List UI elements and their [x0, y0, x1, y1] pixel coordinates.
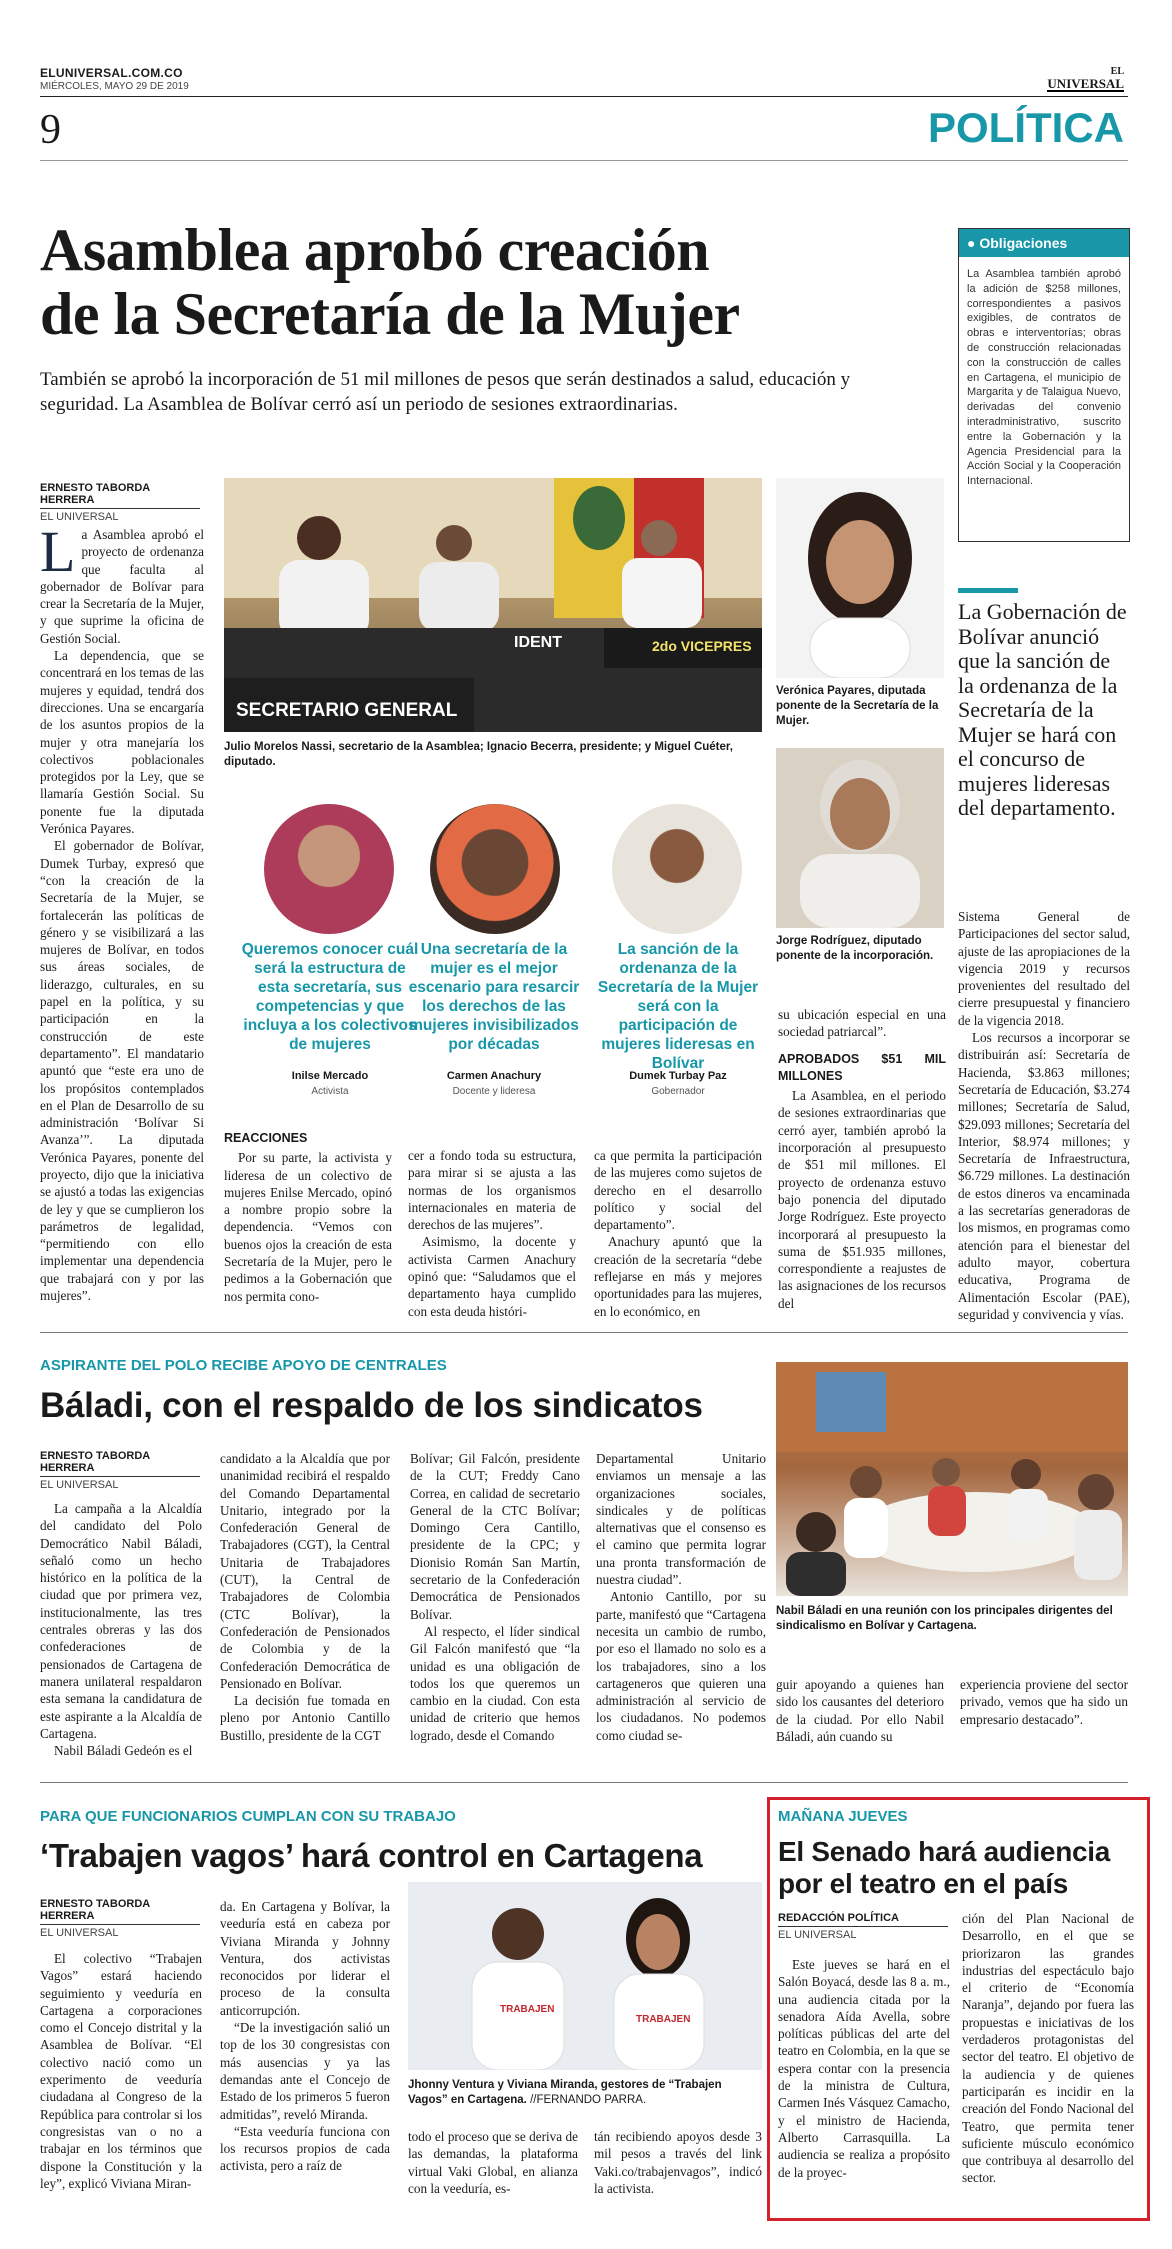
- byline-source: EL UNIVERSAL: [40, 511, 119, 523]
- paragraph: Los recursos a incorporar se distribuirán así: Secretaría de Hacienda, $3.863 millones; Secretaría de Educación, $3.274 millones; Secretaría de Salud, $29.093 millones; Secretaría del Interior, $8.974 millones; y Secretaría de Infraestructura, $6.729 millones. La destinación de estos dineros va encaminada a las secretarías generadoras de los mismos, en programas como atención para el bienestar del adulto mayor, cobertura educativa, Programa de Alimentación Escolar (PAE), seguridad y convivencia y vías.: [958, 1030, 1130, 1322]
- main-column-1: [40, 519, 204, 1304]
- quote-3-role: Gobernador: [651, 1086, 705, 1097]
- sign-secretario-general: SECRETARIO GENERAL: [236, 700, 458, 721]
- jorge-caption: Jorge Rodríguez, diputado ponente de la incorporación.: [776, 935, 934, 962]
- paragraph: Anachury apuntó que la creación de la secretaría “debe reflejarse en más y mejores oportunidades para las mujeres, en lo económico, en: [594, 1234, 762, 1319]
- section-divider: [40, 1782, 1128, 1783]
- paragraph: Nabil Báladi Gedeón es el: [54, 1743, 193, 1759]
- senado-byline: [778, 1912, 948, 1941]
- paragraph: tán recibiendo apoyos desde 3 mil pesos a través del link Vaki.co/trabajenvagos”, indicó la activista.: [594, 2129, 762, 2196]
- paragraph: Al respecto, el líder sindical Gil Falcón manifestó que “la unidad es una obligación de todos los que queremos un cambio en la ciudad. Con esta unidad de criterio que hemos logrado, desde el Comando: [410, 1623, 580, 1743]
- main-column-6: [958, 908, 1130, 1323]
- quote-1-text: Queremos conocer cuál será la estructura de esta secretaría, sus competencias y que incluya a los colectivos de mujeres: [241, 941, 419, 1053]
- paragraph: a Asamblea aprobó el proyecto de ordenanza que faculta al gobernador de Bolívar para crear la Secretaría de la Mujer, y que suprime la oficina de Gestión Social.: [40, 527, 204, 646]
- byline-source: EL UNIVERSAL: [40, 1927, 119, 1939]
- baladi-column-4: [596, 1450, 766, 1744]
- headline-line-2: de la Secretaría de la Mujer: [40, 281, 740, 347]
- byline-author: ERNESTO TABORDA HERRERA: [40, 1450, 150, 1474]
- byline-source: EL UNIVERSAL: [40, 1479, 119, 1491]
- obligaciones-box-header: [959, 229, 1129, 257]
- paragraph: candidato a la Alcaldía que por unanimidad recibirá el respaldo del Comando Departamental Unitario, integrado por la Confederación General de Trabajadores (CGT), la Central Unitaria de Trabajadores (CUT), la Central de Trabajadores de Colombia (CTC Bolívar), la Confederación de Pensionados de Colombia y de la Confederación Democrática de Pensionado en Bolívar.: [220, 1451, 390, 1691]
- paragraph: La campaña a la Alcaldía del candidato del Polo Democrático Nabil Báladi, señaló como un hecho histórico en la política de la ciudad que por primera vez, institucionalmente, las tres centrales obreras y las dos confederaciones de pensionados de Cartagena de manera unilateral respaldaron esta semana la candidatura de este aspirante a la Alcaldía de Cartagena.: [40, 1501, 202, 1741]
- caption-text: Jhonny Ventura y Viviana Miranda, gestores de “Trabajen Vagos” en Cartagena.: [408, 2079, 722, 2106]
- trabajen-photo-scene: [408, 1882, 762, 2070]
- section-divider: [40, 1332, 1128, 1333]
- main-column-5: [778, 1006, 946, 1312]
- assembly-photo-caption: Julio Morelos Nassi, secretario de la Asamblea; Ignacio Becerra, presidente; y Miguel Cuéter, diputado.: [224, 741, 733, 768]
- trabajen-column-3: [408, 2128, 578, 2197]
- trabajen-column-4: [594, 2128, 762, 2197]
- paragraph: guir apoyando a quienes han sido los causantes del deterioro de la ciudad. Por ello Nabil Báladi, aún cuando su: [776, 1677, 944, 1744]
- main-column-3: [408, 1147, 576, 1320]
- issue-date: MIÉRCOLES, MAYO 29 DE 2019: [40, 81, 189, 92]
- baladi-kicker: ASPIRANTE DEL POLO RECIBE APOYO DE CENTRALES: [40, 1357, 447, 1374]
- logo-bottom: UNIVERSAL: [1047, 76, 1124, 91]
- baladi-column-6: [960, 1676, 1128, 1728]
- paragraph: Este jueves se hará en el Salón Boyacá, desde las 8 a. m., una audiencia citada por la senadora Aída Avella, sobre políticas públicas del arte del teatro en Colombia, en la que se espera contar con la presencia de la ministra de Cultura, Carmen Inés Vásquez Camacho, y el ministro de Hacienda, Alberto Carrasquilla. La audiencia se realiza a propósito de la proyec-: [778, 1957, 950, 2180]
- quote-1-name: Inilse Mercado: [291, 1070, 369, 1082]
- byline-author: ERNESTO TABORDA HERRERA: [40, 1898, 150, 1922]
- obligaciones-title: Obligaciones: [979, 235, 1068, 251]
- paragraph: Departamental Unitario enviamos un mensaje a las organizaciones sociales, sindicales y de políticas alternativas que el consenso es el camino que permita lograr una pronta transformación de nuestra ciudad”.: [596, 1451, 766, 1588]
- main-headline: [40, 218, 920, 346]
- main-deck: También se aprobó la incorporación de 51 mil millones de pesos que serán destinados a salud, educación y seguridad. La Asamblea de Bolívar cerró así un periodo de sesiones extraordinarias.: [40, 369, 851, 415]
- svg-text:TRABAJEN: TRABAJEN: [500, 2004, 555, 2015]
- main-byline: [40, 482, 200, 523]
- trabajen-kicker: PARA QUE FUNCIONARIOS CUMPLAN CON SU TRABAJO: [40, 1808, 456, 1825]
- dropcap: L: [40, 519, 76, 584]
- quote-2-name: Carmen Anachury: [446, 1070, 542, 1082]
- paragraph: Por su parte, la activista y lideresa de un colectivo de mujeres Enilse Mercado, opinó a nombre propio sobre la dependencia. “Vemos con buenos ojos la creación de esta Secretaría de la Mujer, pero le pedimos a la Gobernación que nos permita cono-: [224, 1150, 392, 1304]
- trabajen-photo-caption: [408, 2078, 762, 2108]
- byline-source: EL UNIVERSAL: [778, 1929, 857, 1941]
- quote-3-name: Dumek Turbay Paz: [629, 1070, 727, 1082]
- senado-column-1: [778, 1956, 950, 2181]
- paragraph: Bolívar; Gil Falcón, presidente de la CUT; Freddy Cano Correa, en calidad de secretario General de la CTC Bolívar; Domingo Cera Cantillo, presidente de la CPC; y Dionisio Román San Martín, secretario de la Confederación Democrática de Pensionados Bolívar.: [410, 1451, 580, 1622]
- paragraph: experiencia proviene del sector privado, vemos que ha sido un empresario destacado”.: [960, 1677, 1128, 1727]
- inilse-mercado-photo: [264, 804, 394, 934]
- assembly-photo: [224, 478, 762, 732]
- svg-text:TRABAJEN: TRABAJEN: [636, 2014, 691, 2025]
- veronica-caption: Verónica Payares, diputada ponente de la Secretaría de la Mujer.: [776, 685, 939, 727]
- reacciones-subhead: REACCIONES: [224, 1131, 308, 1145]
- byline-author: ERNESTO TABORDA HERRERA: [40, 482, 150, 506]
- main-column-4: [594, 1147, 762, 1320]
- paragraph: La dependencia, que se concentrará en los temas de las mujeres y equidad, tendrá dos direcciones. Una se encargaría de los asuntos propios de la mujer y otra manejaría los colectivos poblacionales protegidos por la Ley, que se llamaría Gestión Social. Su ponente fue la diputada Verónica Payares.: [40, 648, 204, 837]
- main-column-2: [224, 1126, 392, 1305]
- senado-column-2: [962, 1910, 1134, 2187]
- trabajen-vagos-photo: [408, 1882, 762, 2070]
- baladi-title: Báladi, con el respaldo de los sindicatos: [40, 1386, 703, 1425]
- paragraph: Antonio Cantillo, por su parte, manifestó que “Cartagena necesita un cambio de rumbo, por eso el llamado no solo es a los trabajadores, sino a los cartageneros que quieren una administración al servicio de los ciudadanos. No podemos como ciudad se-: [596, 1589, 766, 1743]
- baladi-column-5: [776, 1676, 944, 1745]
- paragraph: ción del Plan Nacional de Desarrollo, en el que se priorizaron las grandes industrias del espectáculo bajo el criterio de “Economía Naranja”, dejando por fuera las propuestas e iniciativas de los verdaderos protagonistas del sector del teatro. El objetivo de la audiencia y de quienes participarán es incidir en la creación del Fondo Nacional del Teatro, que permita tener suficiente músculo económico que contribuya al desarrollo del sector.: [962, 1911, 1134, 2186]
- quote-2-text: Una secretaría de la mujer es el mejor escenario para resarcir los derechos de las mujeres invisibilizados por décadas: [408, 941, 580, 1053]
- section-rule: [40, 160, 1128, 161]
- jorge-rodriguez-photo: [776, 748, 944, 928]
- senado-title: El Senado hará audiencia por el teatro en el país: [778, 1836, 1111, 1899]
- paragraph: La decisión fue tomada en pleno por Antonio Cantillo Bustillo, presidente de la CGT: [220, 1693, 390, 1743]
- dumek-turbay-photo: [612, 804, 742, 934]
- paragraph: Asimismo, la docente y activista Carmen Anachury opinó que: “Saludamos que el departamento haya cumplido con esta deuda históri-: [408, 1234, 576, 1319]
- bullet-icon: ●: [967, 235, 976, 251]
- section-title: POLÍTICA: [928, 104, 1124, 151]
- newspaper-logo: [1047, 66, 1124, 92]
- paragraph: Sistema General de Participaciones del sector salud, ajuste de las apropiaciones de la vigencia 2019 y recursos provenientes del resultado del cierre presupuestal y financiero de la vigencia 2018.: [958, 909, 1130, 1028]
- paragraph: “Esta veeduría funciona con los recursos propios de cada activista, pero a raíz de: [220, 2123, 390, 2174]
- header-rule: [40, 96, 1128, 97]
- senado-kicker: MAÑANA JUEVES: [778, 1808, 908, 1825]
- baladi-column-3: [410, 1450, 580, 1744]
- paragraph: “De la investigación salió un top de los 30 congresistas con más ausencias y ya las demandas ante el Concejo de Estado de los primeros 5 fueron admitidas”, reveló Miranda.: [220, 2020, 390, 2122]
- site-name: ELUNIVERSAL.COM.CO: [40, 66, 183, 80]
- obligaciones-box: [958, 228, 1130, 542]
- trabajen-column-2: [220, 1898, 390, 2175]
- paragraph: ca que permita la participación de las mujeres como sujetos de derecho en el desarrollo político y social del departamento”.: [594, 1148, 762, 1233]
- headline-line-1: Asamblea aprobó creación: [40, 217, 710, 283]
- paragraph: da. En Cartagena y Bolívar, la veeduría está en cabeza por Viviana Miranda y Johnny Ventura, dos activistas reconocidos por liderar el proceso de la consulta anticorrupción.: [220, 1899, 390, 2018]
- pull-quote-bar: [958, 588, 1018, 593]
- veronica-photo-scene: [776, 478, 944, 678]
- trabajen-title: ‘Trabajen vagos’ hará control en Cartagena: [40, 1837, 703, 1874]
- quote-3-text: La sanción de la ordenanza de la Secretaría de la Mujer será con la participación de mujeres lideresas en Bolívar: [597, 941, 759, 1072]
- trabajen-byline: [40, 1898, 200, 1939]
- paragraph: El gobernador de Bolívar, Dumek Turbay, expresó que “con la creación de la Secretaría de la Mujer, se fortalecerán las políticas de género y se visibilizará a las mujeres de Bolívar, en todos sus áreas sociales, de liderazgo, culturales, en su papel en la política, y su participación en la construcción de este departamento”. El mandatario apuntó que “este era uno de los propósitos contemplados en el Plan de Desarrollo de su administración ‘Bolívar Si Avanza’”. La diputada Verónica Payares, ponente del proyecto, dijo que la iniciativa se ajustó a todas las exigencias de ley y que se cumplieron los parámetros de legalidad, “permitiendo con ello implementar una dependencia que trabajará con y por las mujeres”.: [40, 838, 204, 1304]
- obligaciones-text: La Asamblea también aprobó la adición de $258 millones, correspondientes a pasivos exigibles, de contratos de obras e interventorías; obras de construcción relacionadas con la construcción de calles en Cartagena, el municipio de Margarita y de Talaigua Nuevo, derivadas del convenio interadministrativo, suscrito entre la Gobernación y la Agencia Presidencial para la Acción Social y la Cooperación Internacional.: [967, 268, 1121, 488]
- baladi-photo-caption: Nabil Báladi en una reunión con los principales dirigentes del sindicalismo en Bolívar y Cartagena.: [776, 1605, 1113, 1632]
- pull-quote: La Gobernación de Bolívar anunció que la sanción de la ordenanza de la Secretaría de la Mujer se hará con el concurso de mujeres lideresas del departamento.: [958, 599, 1127, 820]
- assembly-photo-scene: [224, 478, 762, 732]
- baladi-byline: [40, 1450, 200, 1491]
- carmen-anachury-photo: [430, 804, 560, 934]
- paragraph: todo el proceso que se deriva de las demandas, la plataforma virtual Vaki Global, en alianza con la veeduría, es-: [408, 2129, 578, 2196]
- photo-credit: //FERNANDO PARRA.: [530, 2094, 647, 2106]
- quote-1-role: Activista: [311, 1086, 349, 1097]
- logo-top: EL: [1110, 66, 1124, 77]
- page-number: 9: [40, 107, 61, 153]
- sign-vice: 2do VICEPRES: [652, 638, 752, 654]
- byline-author: REDACCIÓN POLÍTICA: [778, 1912, 899, 1924]
- aprobados-subhead: APROBADOS $51 MIL MILLONES: [778, 1051, 946, 1083]
- quote-2-role: Docente y lideresa: [452, 1086, 536, 1097]
- trabajen-column-1: [40, 1950, 202, 2192]
- veronica-payares-photo: [776, 478, 944, 678]
- baladi-column-2: [220, 1450, 390, 1744]
- baladi-meeting-photo: [776, 1362, 1128, 1596]
- jorge-photo-scene: [776, 748, 944, 928]
- paragraph: su ubicación especial en una sociedad patriarcal”.: [778, 1007, 946, 1040]
- sign-partial: IDENT: [514, 634, 562, 651]
- paragraph: cer a fondo toda su estructura, para mirar si se ajusta a las normas de los organismos internacionales en materia de derechos de las mujeres”.: [408, 1148, 576, 1233]
- paragraph: El colectivo “Trabajen Vagos” estará haciendo seguimiento y veeduría en Cartagena a corporaciones como el Concejo distrital y la Asamblea de Bolívar. “El colectivo nació como un experimento de veeduría ciudadana al Congreso de la República para controlar si los congresistas van o no a trabajar en los términos que dispone la Constitución y la ley”, explicó Viviana Miran-: [40, 1951, 202, 2191]
- meeting-photo-scene: [776, 1362, 1128, 1596]
- paragraph: La Asamblea, en el periodo de sesiones extraordinarias que cerró ayer, también aprobó la incorporación al presupuesto de $51 mil millones. El proyecto de ordenanza estuvo bajo ponencia del diputado Jorge Rodríguez. Este proyecto incorporará al presupuesto la suma de $51.935 millones, correspondiente a reajustes de las asignaciones de los recursos del: [778, 1088, 946, 1311]
- baladi-column-1: [40, 1500, 202, 1759]
